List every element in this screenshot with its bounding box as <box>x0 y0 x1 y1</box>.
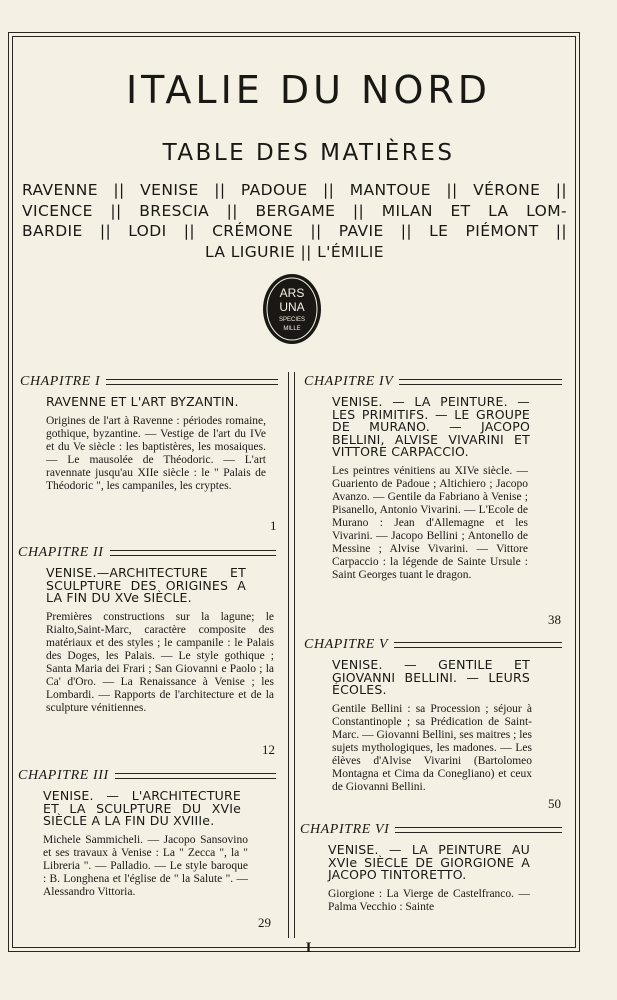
chapter-rule <box>115 773 276 779</box>
chapter-2 <box>18 544 276 715</box>
page-subtitle: TABLE DES MATIÈRES <box>162 140 455 166</box>
chapter-rule <box>399 379 562 385</box>
chapter-page-number: 12 <box>262 742 275 757</box>
chapter-label: CHAPITRE II <box>18 545 104 560</box>
chapter-label: CHAPITRE V <box>304 637 389 652</box>
places-line-3: BARDIE || LODI || CRÉMONE || PAVIE || LE PIÉMONT || <box>22 222 567 240</box>
logo-line-4: MILLE <box>283 326 301 332</box>
chapter-rule <box>110 550 276 556</box>
page-title: ITALIE DU NORD <box>125 68 492 112</box>
chapter-rule <box>106 379 278 385</box>
chapter-1 <box>20 373 278 493</box>
chapter-6 <box>300 821 562 914</box>
logo-line-3: SPECIES <box>278 317 306 323</box>
chapter-label: CHAPITRE I <box>20 374 101 389</box>
chapter-label: CHAPITRE IV <box>304 374 394 389</box>
places-line-4: LA LIGURIE || L'ÉMILIE <box>205 242 384 261</box>
logo-line-2: UNA <box>279 300 305 314</box>
chapter-title: VENISE. — GENTILE ET GIOVANNI BELLINI. — LEURS ÉCOLES. <box>332 657 530 697</box>
chapter-page-number: 50 <box>548 796 561 811</box>
chapter-4 <box>304 373 562 582</box>
chapter-label: CHAPITRE III <box>18 768 109 783</box>
chapter-title: VENISE. — LA PEINTURE AU XVIe SIÈCLE DE GIORGIONE A JACOPO TINTORETTO. <box>328 842 530 882</box>
places-line-2: VICENCE || BRESCIA || BERGAME || MILAN ET LA LOM- <box>22 201 567 220</box>
chapter-summary: Giorgione : La Vierge de Castelfranco. — Palma Vecchio : Sainte <box>328 887 530 913</box>
logo-line-1: ARS <box>279 286 305 300</box>
chapter-rule <box>395 827 562 833</box>
chapter-5 <box>304 636 562 794</box>
chapter-page-number: 38 <box>548 612 561 627</box>
places-list <box>22 180 567 262</box>
chapter-page-number: 1 <box>270 518 277 533</box>
chapter-summary: Les peintres vénitiens au XIVe siècle. — Guariento de Padoue ; Altichiero ; Jacopo Avanzo. — Gentile da Fabriano à Venise ; Pisanello, Antonio Vivarini. — L'Ecole de Murano : Jean d'Allemagne et les Vivarini. — Jacopo Bellini ; Antonello de Messine ; Alvise Vivarini. — Vittore Carpaccio : la légende de Sainte Ursule : Saint Georges tuant le dragon. <box>332 464 528 582</box>
chapter-summary: Premières constructions sur la lagune; le Rialto,Saint-Marc, caractère composite des matériaux et des styles ; le campanile : le Palais des Doges, les Palais. — Le style gothique ; Santa Maria dei Frari ; San Giovanni e Paolo ; la Ca' d'Oro. — La Renaissance à Venise ; les Lombardi. — Rapports de l'architecture et de la sculpture vénitiennes. <box>46 610 274 715</box>
chapter-3 <box>18 767 276 899</box>
chapter-label: CHAPITRE VI <box>300 822 390 837</box>
chapter-summary: Origines de l'art à Ravenne : périodes romaine, gothique, byzantine. — Vestige de l'art du IVe et du Ve siècle : les baptistères, les mosaiques. — Le mausolée de Théodoric. — L'art ravennate jusqu'au XIIe siècle : le " Palais de Théodoric ", les campaniles, les cryptes. <box>46 414 266 492</box>
chapter-page-number: 29 <box>258 915 271 930</box>
chapter-summary: Gentile Bellini : sa Procession ; séjour à Constantinople ; sa Prédication de Saint-Marc. — Giovanni Bellini, ses maitres ; les sujets mythologiques, les madones. — Les élèves d'Alvise Vivarini (Bartolomeo Montagna et Cima da Conegliano) et ceux de Giovanni Bellini. <box>332 702 532 794</box>
chapter-title: VENISE.—ARCHITECTURE ET SCULPTURE DES ORIGINES A LA FIN DU XVe SIÈCLE. <box>46 565 246 605</box>
page-folio: I <box>305 940 312 956</box>
chapter-rule <box>394 642 562 648</box>
places-line-1: RAVENNE || VENISE || PADOUE || MANTOUE || VÉRONE || <box>22 181 567 199</box>
chapter-title: VENISE. — L'ARCHITECTURE ET LA SCULPTURE DU XVIe SIÈCLE A LA FIN DU XVIIIe. <box>43 788 241 828</box>
column-divider <box>288 372 295 938</box>
ars-una-emblem-icon <box>262 273 322 345</box>
chapter-title: RAVENNE ET L'ART BYZANTIN. <box>46 394 239 409</box>
chapter-title: VENISE. — LA PEINTURE. — LES PRIMITIFS. — LE GROUPE DE MURANO. — JACOPO BELLINI, ALVISE VIVARINI ET VITTORE CARPACCIO. <box>332 394 530 459</box>
chapter-summary: Michele Sammicheli. — Jacopo Sansovino et ses travaux à Venise : La " Zecca ", la " Libreria ". — Palladio. — Le style baroque : B. Longhena et l'église de " la Salute ". — Alessandro Vittoria. <box>43 833 248 898</box>
